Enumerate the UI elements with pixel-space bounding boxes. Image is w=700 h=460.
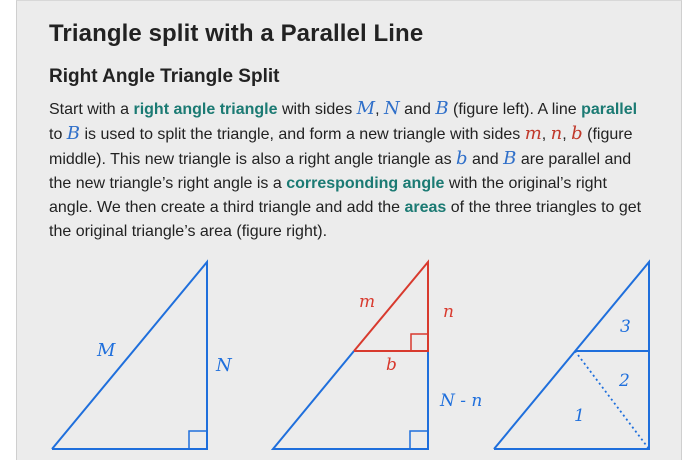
section-heading: Right Angle Triangle Split <box>49 66 280 87</box>
figure-right <box>494 262 649 449</box>
text: and <box>467 151 504 168</box>
link-parallel[interactable]: parallel <box>581 101 638 118</box>
region-3-label: 3 <box>620 317 631 337</box>
label-n: n <box>443 302 454 322</box>
page-title: Triangle split with a Parallel Line <box>49 20 424 47</box>
intro-paragraph <box>49 97 649 244</box>
triangle-outline <box>52 262 207 449</box>
text: with the original’s right angle. We then create a third triangle and add the <box>49 175 607 216</box>
text: , <box>562 126 572 143</box>
var-B: B <box>503 148 517 169</box>
var-B: B <box>66 123 81 144</box>
label-N-minus-n: N - n <box>440 391 483 411</box>
label-N: N <box>216 355 232 376</box>
text: and <box>399 101 436 118</box>
var-M: M <box>356 98 376 119</box>
var-B: B <box>435 98 449 119</box>
text: to <box>49 126 67 143</box>
text: (figure middle). This new triangle is also a right angle triangle as <box>49 126 633 168</box>
label-b: b <box>386 355 397 375</box>
small-right-angle-marker <box>411 334 428 351</box>
label-m: m <box>359 292 376 312</box>
var-N: N <box>383 98 400 119</box>
region-1-label: 1 <box>574 406 585 426</box>
text: is used to split the triangle, and form a new triangle with sides <box>80 126 525 143</box>
link-areas[interactable]: areas <box>404 199 447 216</box>
var-m: m <box>524 123 542 144</box>
figure-middle <box>273 262 428 449</box>
region-2-label: 2 <box>619 371 630 391</box>
var-b: b <box>571 123 583 144</box>
figure-left <box>52 262 207 449</box>
lower-outline <box>273 351 428 449</box>
figures <box>0 250 700 450</box>
var-b: b <box>456 148 468 169</box>
text: , <box>375 101 384 118</box>
diagonal-dotted <box>575 351 649 449</box>
text: of the three triangles to get the original triangle’s area (figure right). <box>49 199 642 240</box>
var-n: n <box>550 123 563 144</box>
text: with sides <box>277 101 357 118</box>
text: , <box>541 126 551 143</box>
triangle-outline <box>494 262 649 449</box>
link-right-angle-triangle[interactable]: right angle triangle <box>133 101 278 118</box>
text: Start with a <box>49 101 134 118</box>
right-angle-marker <box>189 431 207 449</box>
right-angle-marker <box>410 431 428 449</box>
text: (figure left). A line <box>448 101 582 118</box>
link-corresponding-angle[interactable]: corresponding angle <box>286 175 445 192</box>
label-M: M <box>97 340 116 361</box>
text: are parallel and the new triangle’s right angle is a <box>49 151 632 192</box>
